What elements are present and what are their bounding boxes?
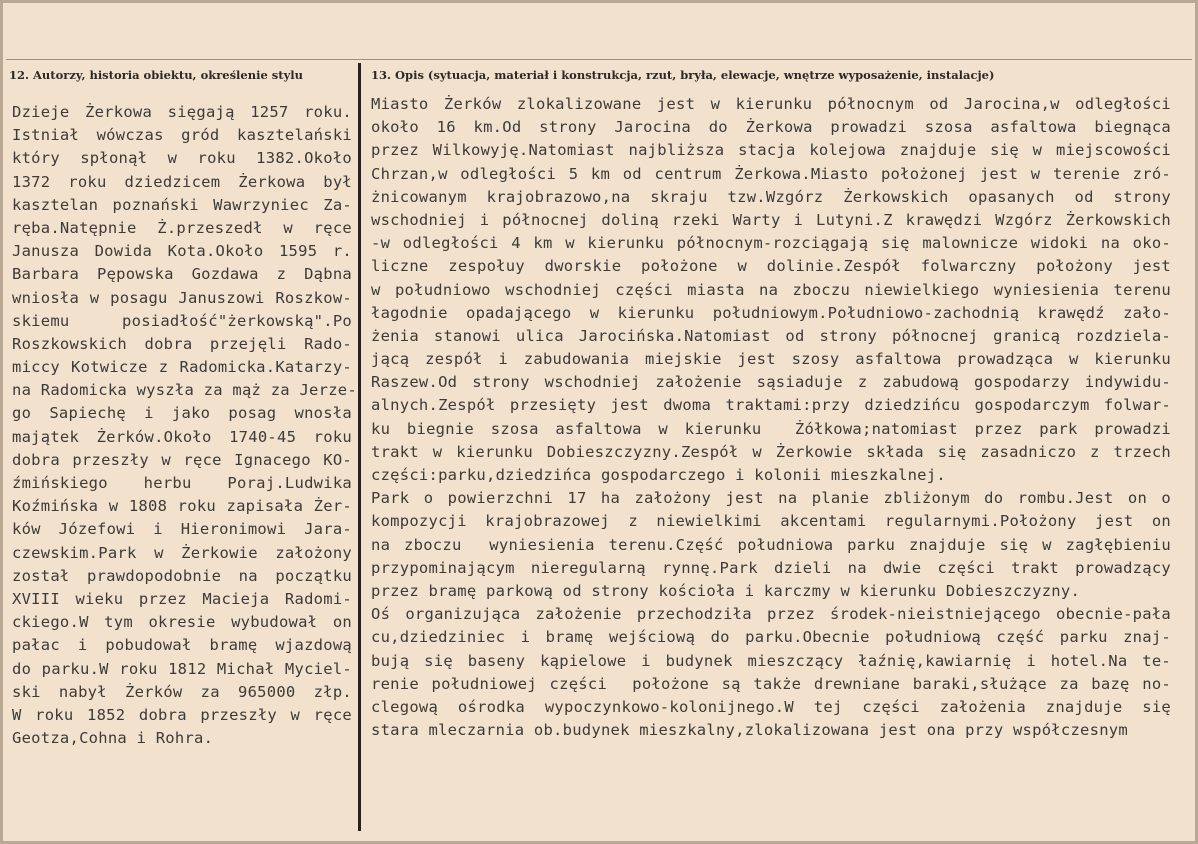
text-line: ręba.Natępnie Ż.przeszedł w ręce: [12, 218, 352, 237]
text-line: liczne zespołuy dworskie położone w dolinie.Zespół folwarczny położony jest: [371, 257, 1171, 276]
text-line: jącą zespół i zabudowania miejskie jest szosy asfaltowa prowadząca w kierunku: [371, 350, 1171, 369]
text-line: clegową ośrodka wypoczynkowo-kolonijnego.W tej części założenia znajduje się: [371, 697, 1171, 716]
text-line: Koźmińska w 1808 roku zapisała Żer-: [12, 497, 352, 516]
text-line: ku biegnie szosa asfaltowa w kierunku Żółkowa;natomiast przez park prowadzi: [371, 419, 1171, 438]
text-line: Barbara Pępowska Gozdawa z Dąbna: [12, 265, 352, 284]
text-line: wniosła w posagu Januszowi Roszkow-: [12, 288, 352, 307]
text-line: około 16 km.Od strony Jarocina do Żerkowa prowadzi szosa asfaltowa biegnąca: [371, 118, 1171, 137]
history-text-column: [12, 101, 357, 750]
text-line: Oś organizująca założenie przechodziła przez środek-nieistniejącego obecnie-pała: [371, 605, 1171, 624]
text-line: Geotza,Cohna i Rohra.: [12, 729, 214, 748]
text-line: na Radomicka wyszła za mąż za Jerze-: [12, 381, 357, 400]
text-line: Janusza Dowida Kota.Około 1595 r.: [12, 242, 352, 261]
text-line: Miasto Żerków zlokalizowane jest w kierunku północnym od Jarocina,w odległości: [371, 95, 1171, 113]
text-line: trakt w kierunku Dobieszczyzny.Zespół w Żerkowie składa się zasadniczo z trzech: [371, 442, 1171, 461]
text-line: -w odległości 4 km w kierunku północnym-rozciągają się malownicze widoki na oko-: [371, 234, 1171, 253]
text-line: w południowo wschodniej części miasta na zboczu niewielkiego wyniesienia terenu: [371, 280, 1171, 299]
text-line: Chrzan,w odległości 5 km od centrum Żerkowa.Miasto położonej jest w terenie zró-: [371, 164, 1171, 183]
text-line: bują się baseny kąpielowe i budynek mieszczący łaźnię,kawiarnię i hotel.Na te-: [371, 651, 1171, 670]
text-line: cu,dziedziniec i bramę wejściową do parku.Obecnie południową część parku znaj-: [371, 628, 1171, 647]
text-line: przypominającym nieregularną rynnę.Park dzieli na dwie części trakt prowadzący: [371, 558, 1171, 577]
header-rule: [6, 59, 1192, 60]
text-line: do parku.W roku 1812 Michał Myciel-: [12, 659, 352, 678]
text-line: kasztelan poznański Wawrzyniec Za-: [12, 195, 352, 214]
text-line: żnicowanym krajobrazowo,na skraju tzw.Wzgórz Żerkowskich opasanych od strony: [371, 187, 1171, 206]
description-text-column: [371, 93, 1171, 742]
text-line: majątek Żerków.Około 1740-45 roku: [12, 427, 352, 446]
text-line: Dzieje Żerkowa sięgają 1257 roku.: [12, 103, 352, 121]
text-line: czewskim.Park w Żerkowie założony: [12, 543, 352, 562]
text-line: żenia stanowi ulica Jarocińska.Natomiast od strony północnej granicą rozdziela-: [371, 326, 1171, 345]
text-line: części:parku,dziedzińca gospodarczego i kolonii mieszkalnej.: [371, 466, 946, 484]
text-line: skiemu posiadłość"żerkowską".Po: [12, 311, 352, 330]
section-13-heading: 13. Opis (sytuacja, materiał i konstrukcja, rzut, bryła, elewacje, wnętrze wyposażenie, instalacje): [371, 68, 995, 82]
text-line: dobra przeszły w ręce Ignacego KO-: [12, 450, 352, 469]
text-line: pałac i pobudował bramę wjazdową: [12, 636, 352, 655]
text-line: ski nabył Żerków za 965000 złp.: [12, 682, 352, 701]
text-line: 1372 roku dziedzicem Żerkowa był: [12, 172, 352, 191]
text-line: został prawdopodobnie na początku: [12, 566, 352, 585]
text-line: kompozycji krajobrazowej z niewielkimi akcentami regularnymi.Położony jest on: [371, 512, 1171, 531]
text-line: łagodnie opadającego w kierunku południowym.Południowo-zachodnią krawędź zało-: [371, 303, 1171, 322]
text-line: stara mleczarnia ob.budynek mieszkalny,zlokalizowana jest ona przy współczesnym: [371, 721, 1128, 740]
text-line: wschodniej i północnej doliną rzeki Warty i Lutyni.Z krawędzi Wzgórz Żerkowskich: [371, 210, 1171, 229]
text-line: źmińskiego herbu Poraj.Ludwika: [12, 474, 352, 492]
text-line: przez bramę parkową od strony kościoła i karczmy w kierunku Dobieszczyzny.: [371, 581, 1081, 600]
text-line: ków Józefowi i Hieronimowi Jara-: [12, 520, 352, 539]
text-line: Roszkowskich dobra przejęli Rado-: [12, 334, 352, 353]
column-divider: [358, 63, 361, 831]
text-line: przez Wilkowyję.Natomiast najbliższa stacja kolejowa znajduje się w miejscowości: [371, 141, 1171, 160]
text-line: alnych.Zespół przesięty jest dwoma traktami:przy dziedzińcu gospodarczym folwar-: [371, 396, 1171, 415]
text-line: Park o powierzchni 17 ha założony jest na planie zbliżonym do rombu.Jest on o: [371, 489, 1171, 508]
text-line: W roku 1852 dobra przeszły w ręce: [12, 705, 352, 724]
section-12-heading: 12. Autorzy, historia obiektu, określenie stylu: [9, 68, 303, 82]
text-line: XVIII wieku przez Macieja Radomi-: [12, 589, 352, 608]
text-line: który spłonął w roku 1382.Około: [12, 149, 352, 168]
text-line: miccy Kotwicze z Radomicka.Katarzy-: [12, 358, 352, 377]
text-line: go Sapiechę i jako posag wnosła: [12, 404, 352, 423]
text-line: na zboczu wyniesienia terenu.Część południowa parku znajduje się w zagłębieniu: [371, 535, 1171, 554]
text-line: ckiego.W tym okresie wybudował on: [12, 613, 352, 632]
text-line: renie południowej części położone są także drewniane baraki,służące za bazę no-: [371, 674, 1171, 693]
text-line: Istniał wówczas gród kasztelański: [12, 126, 352, 145]
text-line: Raszew.Od strony wschodniej założenie sąsiaduje z zabudową gospodarzy indywidu-: [371, 373, 1171, 392]
